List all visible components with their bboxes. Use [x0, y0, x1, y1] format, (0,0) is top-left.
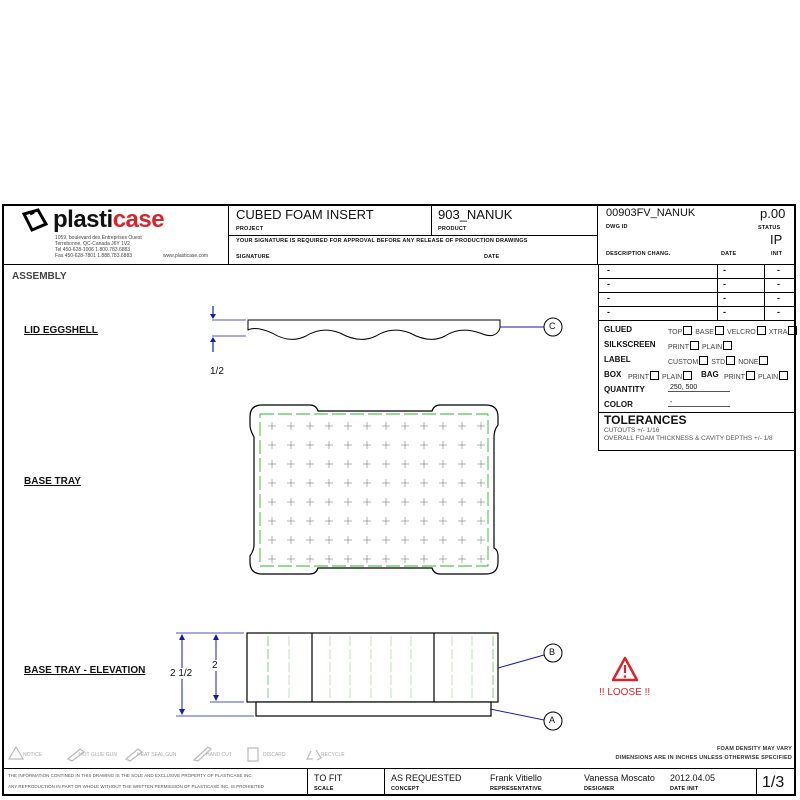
color-label: COLOR	[604, 400, 633, 409]
foam-density-note: FOAM DENSITY MAY VARY	[717, 746, 792, 752]
assembly-heading: ASSEMBLY	[12, 271, 67, 282]
base-tray-label: BASE TRAY	[24, 476, 81, 487]
dwg-id-label: DWG ID	[606, 224, 628, 230]
project-value: CUBED FOAM INSERT	[236, 207, 374, 222]
product-label: PRODUCT	[438, 226, 467, 232]
address-line: Terrebonne, QC-Canada J6Y 1V2	[55, 241, 130, 247]
date-value: 2012.04.05	[670, 773, 716, 783]
lid-eggshell-label: LID EGGSHELL	[24, 325, 98, 336]
silkscreen-label: SILKSCREEN	[604, 340, 656, 349]
callout-b: B	[549, 647, 556, 657]
revision-desc: -	[607, 279, 610, 289]
tolerance-cutouts: CUTOUTS +/- 1/16	[604, 427, 660, 434]
tolerances-title: TOLERANCES	[604, 413, 687, 427]
revision-init: -	[777, 307, 780, 317]
revision-init: -	[777, 279, 780, 289]
revision-init: -	[777, 293, 780, 303]
bag-plain-label: PLAIN	[758, 374, 779, 381]
bag-print-label: PRINT	[724, 374, 745, 381]
glued-xtra-label: XTRA	[768, 329, 788, 336]
loose-warning-text: !! LOOSE !!	[599, 687, 651, 698]
page-value: p.00	[760, 206, 786, 221]
overall-height-dim: 2 1/2	[170, 668, 193, 679]
tolerance-thickness: OVERALL FOAM THICKNESS & CAVITY DEPTHS +/- 1/8	[604, 435, 773, 442]
address-line: 1059, boulevard des Entreprises Ouest	[55, 235, 142, 241]
warning-icon	[613, 658, 637, 680]
legal-notice-2: ANY REPRODUCTION IN PART OR WHOLE WITHOUT THE WRITTEN PERMISSION OF PLASTICASE INC. IS PROHIBITED	[8, 784, 264, 789]
company-website: www.plasticase.com	[163, 253, 209, 259]
legend-heat-seal-gun: HEAT SEAL GUN	[137, 752, 177, 758]
bag-label: BAG	[701, 370, 719, 379]
revision-init: -	[777, 265, 780, 275]
divider	[384, 768, 385, 796]
legal-notice-1: THE INFORMATION CONTINED IN THIS DRAWING IS THE SOLE AND EXCLUSIVE PROPERTY OF PLASTICASE INC.	[8, 773, 253, 778]
legend-notice: NOTICE	[23, 752, 42, 758]
logo-text-plain: plasti	[53, 206, 113, 233]
description-change-label: DESCRIPTION CHANG.	[606, 251, 671, 257]
dwg-id-value: 00903FV_NANUK	[606, 207, 696, 219]
legend-hand-cut: HAND CUT	[206, 752, 232, 758]
label-custom-label: CUSTOM	[668, 359, 699, 366]
date-init-label: DATE INIT	[670, 786, 699, 792]
concept-label: CONCEPT	[391, 786, 420, 792]
label-label: LABEL	[604, 355, 631, 364]
legend-icons	[8, 745, 348, 763]
divider	[307, 768, 308, 796]
base-tray-drawing	[250, 405, 498, 574]
signature-date-label: DATE	[484, 254, 500, 260]
designer-label: DESIGNER	[584, 786, 615, 792]
legend-discard: DISCARD	[263, 752, 286, 758]
tray-height-dim: 2	[212, 660, 218, 671]
scale-label: SCALE	[314, 786, 334, 792]
approval-note: YOUR SIGNATURE IS REQUIRED FOR APPROVAL BEFORE ANY RELEASE OF PRODUCTION DRAWINGS	[236, 238, 528, 244]
dimensions-note: DIMENSIONS ARE IN INCHES UNLESS OTHERWISE SPECIFIED	[615, 755, 792, 761]
revision-desc: -	[607, 265, 610, 275]
quantity-label: QUANTITY	[604, 385, 645, 394]
base-tray-elevation-label: BASE TRAY - ELEVATION	[24, 665, 146, 676]
project-label: PROJECT	[236, 226, 264, 232]
glued-velcro-label: VELCRO	[726, 329, 756, 336]
concept-value: AS REQUESTED	[391, 773, 462, 783]
address-line: Tel 450-628-1006 1.800.783.6883	[55, 247, 131, 253]
lid-thickness-dim: 1/2	[210, 366, 224, 377]
box-label: BOX	[604, 370, 622, 379]
designer-value: Vanessa Moscato	[584, 773, 655, 783]
revision-date: -	[723, 279, 726, 289]
revision-date: -	[723, 307, 726, 317]
lid-eggshell-drawing	[210, 306, 562, 352]
glued-label: GLUED	[604, 325, 632, 334]
divider	[2, 768, 796, 769]
description-date-label: DATE	[721, 251, 737, 257]
legend-icon-strip	[8, 745, 348, 763]
color-field[interactable]: -	[668, 399, 730, 407]
silkscreen-print-label: PRINT	[668, 344, 689, 351]
status-value: IP	[770, 232, 783, 247]
callout-a: A	[549, 715, 556, 725]
box-print-label: PRINT	[628, 374, 649, 381]
sheet-number: 1/3	[762, 774, 785, 791]
revision-desc: -	[607, 293, 610, 303]
divider	[756, 768, 757, 796]
revision-desc: -	[607, 307, 610, 317]
quantity-field[interactable]: 250, 500	[668, 384, 730, 392]
product-value: 903_NANUK	[438, 207, 513, 222]
revision-date: -	[723, 293, 726, 303]
revision-date: -	[723, 265, 726, 275]
glued-base-label: BASE	[695, 329, 714, 336]
status-label: STATUS	[758, 225, 781, 231]
representative-label: REPRESENTATIVE	[490, 786, 542, 792]
signature-label[interactable]: SIGNATURE	[236, 254, 270, 260]
glued-top-label: TOP	[668, 329, 683, 336]
label-std-label: STD	[711, 359, 726, 366]
box-plain-label: PLAIN	[662, 374, 683, 381]
base-tray-elevation-drawing	[176, 633, 562, 730]
legend-hot-glue-gun: HOT GLUE GUN	[79, 752, 117, 758]
label-none-label: NONE	[738, 359, 759, 366]
legend-recycle: RECYCLE	[321, 752, 345, 758]
logo-text-accent: case	[112, 206, 165, 233]
description-init-label: INIT	[771, 251, 783, 257]
address-line: Fax 450-628-7801 1.888.783.6883	[55, 253, 133, 259]
silkscreen-plain-label: PLAIN	[702, 344, 723, 351]
scale-value: TO FIT	[314, 773, 343, 783]
representative-value: Frank Vitiello	[490, 773, 542, 783]
callout-c: C	[549, 321, 556, 331]
